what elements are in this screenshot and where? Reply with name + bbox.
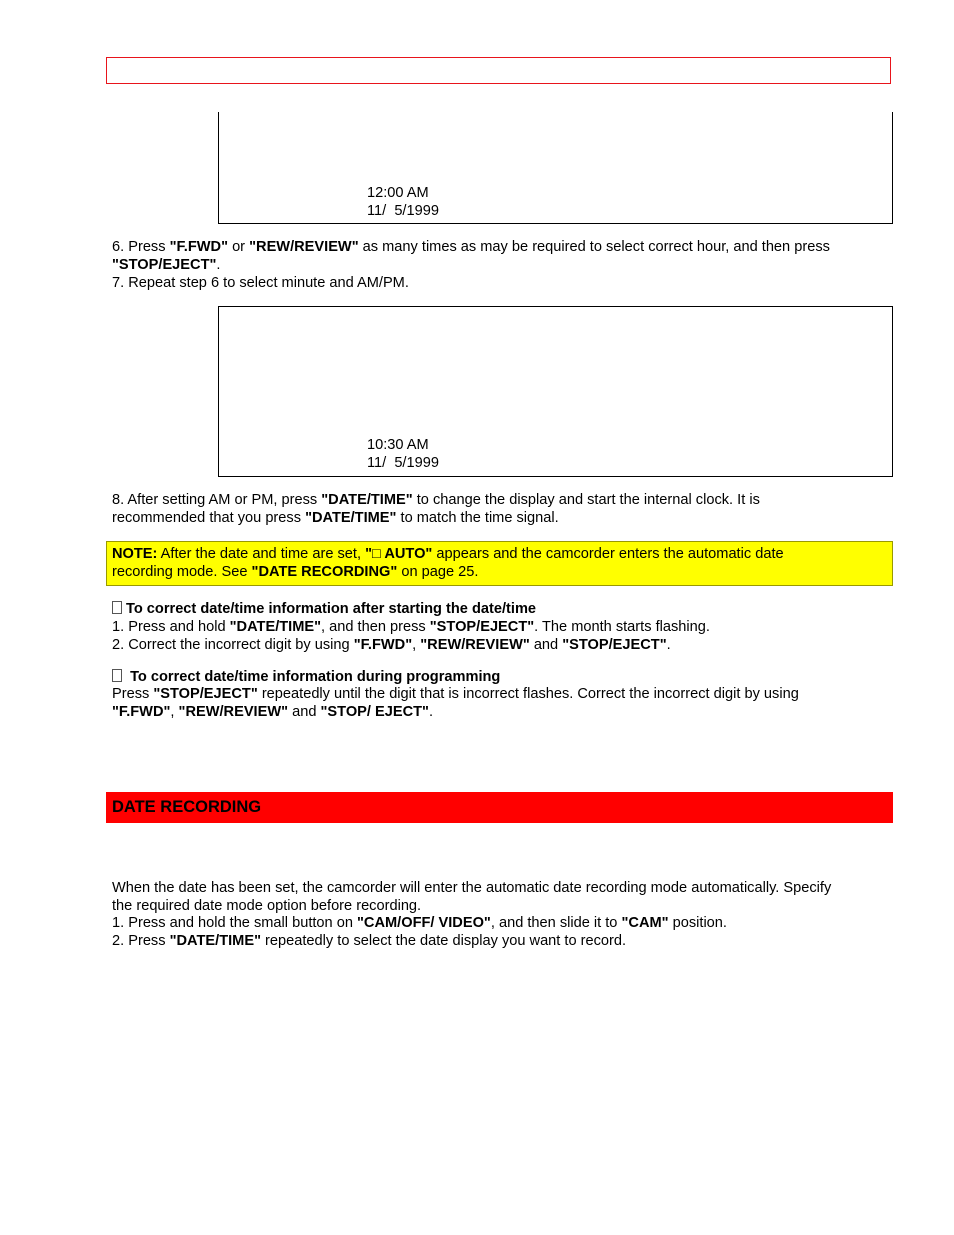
step-text: repeatedly to select the date display you want to record. [261, 933, 627, 949]
date-recording-step-2 [112, 932, 626, 950]
note-line-1 [112, 545, 784, 563]
ffwd-label: "F.FWD" [112, 704, 171, 720]
step-6-text: or [228, 239, 250, 255]
date-recording-reference: "DATE RECORDING" [251, 564, 398, 580]
stop-eject-label: "STOP/EJECT" [429, 619, 535, 635]
screen-date: 11/ 5/1999 [367, 203, 439, 219]
step-text: , [170, 704, 179, 720]
step-6-text: 6. Press [112, 239, 170, 255]
step-8-text: to change the display and start the internal clock. It is [412, 492, 760, 508]
stop-eject-label: "STOP/EJECT" [153, 686, 258, 702]
step-text: position. [668, 915, 727, 931]
note-label: NOTE: [112, 546, 158, 562]
screen-time: 10:30 AM [367, 437, 429, 453]
step-8-text: to match the time signal. [396, 510, 559, 526]
step-text: and [288, 704, 321, 720]
date-recording-step-1 [112, 914, 727, 932]
correct-during-line-2 [112, 703, 433, 721]
step-6-line-2 [112, 256, 220, 274]
step-text: 2. Correct the incorrect digit by using [112, 637, 354, 653]
step-7: 7. Repeat step 6 to select minute and AM/PM. [112, 275, 409, 291]
step-text: and [529, 637, 563, 653]
step-8-line-2 [112, 509, 559, 527]
step-text: , [412, 637, 421, 653]
date-time-label: "DATE/TIME" [321, 492, 413, 508]
ffwd-label: "F.FWD" [353, 637, 413, 653]
step-text: , and then press [321, 619, 430, 635]
step-text: . [666, 637, 671, 653]
date-time-label: "DATE/TIME" [229, 619, 322, 635]
rew-review-label: "REW/REVIEW" [178, 704, 289, 720]
date-time-label: "DATE/TIME" [305, 510, 397, 526]
step-6-text: as many times as may be required to select correct hour, and then press [358, 239, 830, 255]
step-8-line-1 [112, 491, 760, 509]
date-time-label: "DATE/TIME" [169, 933, 261, 949]
heading-text: To correct date/time information during programming [130, 669, 501, 685]
step-6-line-1 [112, 238, 830, 256]
note-line-2 [112, 563, 478, 581]
rew-review-label: "REW/REVIEW" [420, 637, 530, 653]
stop-eject-label: "STOP/EJECT" [112, 257, 217, 273]
correct-after-heading [112, 600, 536, 618]
step-8-text: recommended that you press [112, 510, 306, 526]
ffwd-label: "F.FWD" [169, 239, 229, 255]
step-text: , and then slide it to [490, 915, 622, 931]
note-text: recording mode. See [112, 564, 252, 580]
page-header-box [106, 57, 891, 84]
display-screen-hour [218, 112, 893, 224]
rew-review-label: "REW/REVIEW" [249, 239, 359, 255]
heading-text: To correct date/time information after starting the date/time [126, 601, 537, 617]
stop-eject-label: "STOP/ EJECT" [320, 704, 429, 720]
step-text: Press [112, 686, 154, 702]
date-recording-intro-line-1: When the date has been set, the camcorder will enter the automatic date recording mode automatically. Specify [112, 880, 832, 896]
correct-after-step-1 [112, 618, 710, 636]
cam-off-video-label: "CAM/OFF/ VIDEO" [357, 915, 491, 931]
correct-during-heading [112, 668, 500, 686]
cam-label: "CAM" [621, 915, 669, 931]
display-screen-minute [218, 306, 893, 477]
step-text: . The month starts flashing. [534, 619, 710, 635]
bullet-icon [112, 601, 122, 614]
bullet-icon [112, 669, 122, 682]
screen-date: 11/ 5/1999 [367, 455, 439, 471]
note-text: on page 25. [397, 564, 479, 580]
step-6-text: . [216, 257, 221, 273]
date-recording-intro-line-2: the required date mode option before recording. [112, 898, 422, 914]
section-title: DATE RECORDING [112, 798, 262, 816]
stop-eject-label: "STOP/EJECT" [562, 637, 667, 653]
note-text: After the date and time are set, [157, 546, 366, 562]
screen-time: 12:00 AM [367, 185, 429, 201]
step-text: 2. Press [112, 933, 170, 949]
step-text: . [428, 704, 434, 720]
step-text: repeatedly until the digit that is incorrect flashes. Correct the incorrect digit by using [257, 686, 799, 702]
auto-label: "□ AUTO" [365, 546, 433, 562]
step-text: 1. Press and hold the small button on [112, 915, 358, 931]
step-text: 1. Press and hold [112, 619, 230, 635]
note-text: appears and the camcorder enters the automatic date [432, 546, 784, 562]
correct-during-line-1 [112, 685, 799, 703]
correct-after-step-2 [112, 636, 671, 654]
step-8-text: 8. After setting AM or PM, press [112, 492, 322, 508]
